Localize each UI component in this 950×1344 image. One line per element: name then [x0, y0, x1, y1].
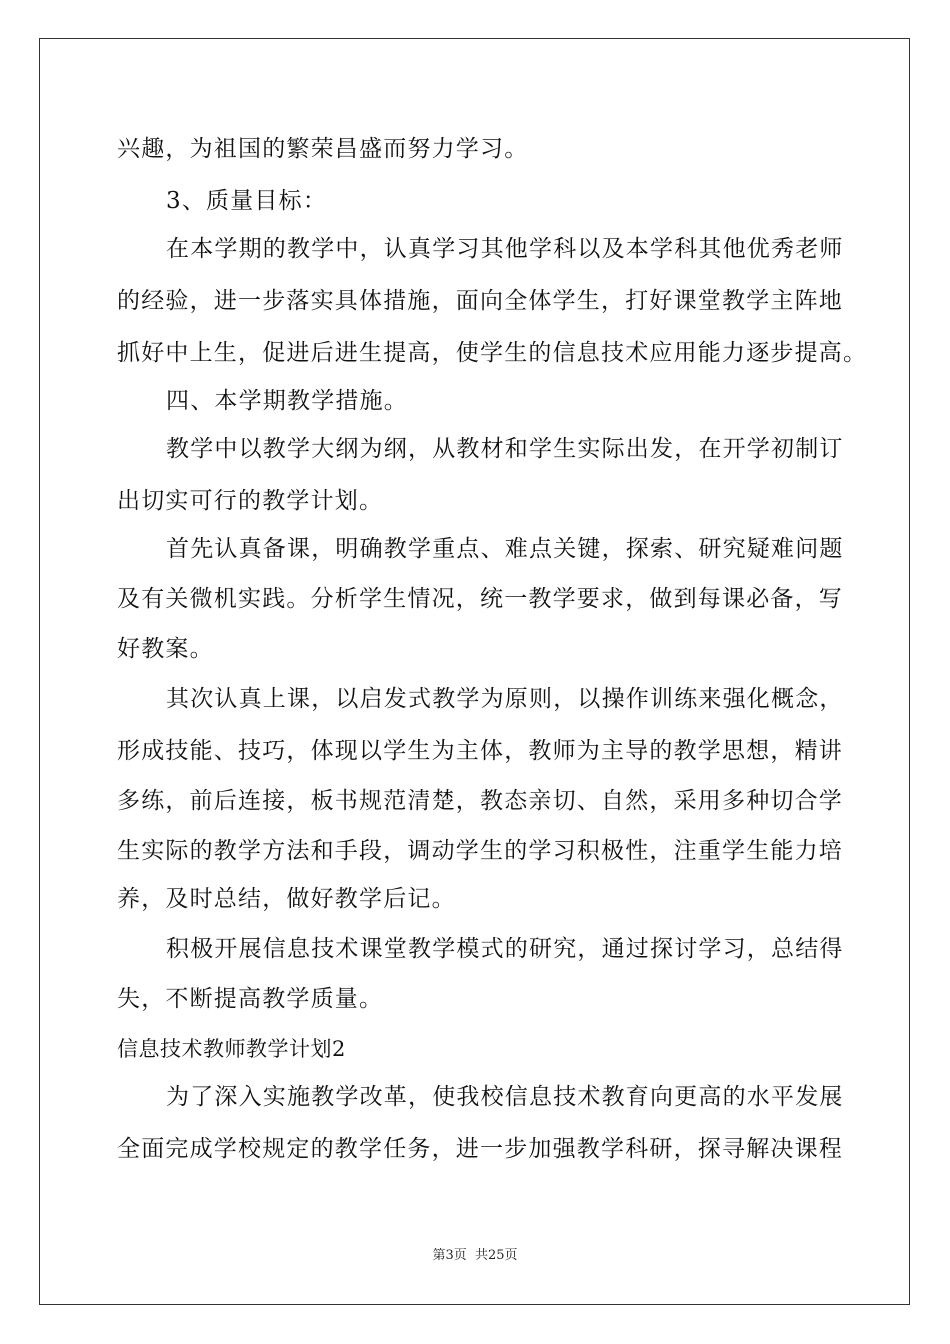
text-line: 好教案。: [117, 636, 214, 662]
text-line: 及有关微机实践。分析学生情况，统一教学要求，做到每课必备，写: [117, 586, 843, 612]
page-number: 第3页: [432, 1248, 467, 1263]
text-line: 其次认真上课，以启发式教学为原则，以操作训练来强化概念，: [166, 686, 844, 712]
text-line: 兴趣，为祖国的繁荣昌盛而努力学习。: [117, 136, 529, 162]
text-line: 抓好中上生，促进后进生提高，使学生的信息技术应用能力逐步提高。: [117, 340, 868, 366]
page-footer: [0, 1244, 950, 1263]
text-line: 的经验，进一步落实具体措施，面向全体学生，打好课堂教学主阵地: [117, 288, 843, 314]
page-border: [39, 38, 910, 1305]
section-heading-quality-goal: 3、质量目标：: [166, 188, 328, 214]
text-line: 出切实可行的教学计划。: [117, 488, 384, 514]
section-heading-measures: 四、本学期教学措施。: [166, 388, 408, 414]
page-total: 共25页: [474, 1248, 518, 1263]
text-line: 养，及时总结，做好教学后记。: [117, 886, 456, 912]
text-line: 在本学期的教学中，认真学习其他学科以及本学科其他优秀老师: [166, 236, 844, 262]
text-line: 多练，前后连接，板书规范清楚，教态亲切、自然，采用多种切合学: [117, 788, 843, 814]
text-line: 生实际的教学方法和手段，调动学生的学习积极性，注重学生能力培: [117, 838, 843, 864]
document-section-title: 信息技术教师教学计划2: [117, 1037, 346, 1061]
text-line: 形成技能、技巧，体现以学生为主体，教师为主导的教学思想，精讲: [117, 738, 843, 764]
text-line: 首先认真备课，明确教学重点、难点关键，探索、研究疑难问题: [166, 536, 844, 562]
text-line: 积极开展信息技术课堂教学模式的研究，通过探讨学习，总结得: [166, 936, 844, 962]
text-line: 教学中以教学大纲为纲，从教材和学生实际出发，在开学初制订: [166, 436, 844, 462]
text-line: 为了深入实施教学改革，使我校信息技术教育向更高的水平发展: [166, 1084, 844, 1110]
text-line: 全面完成学校规定的教学任务，进一步加强教学科研，探寻解决课程: [117, 1136, 843, 1162]
text-line: 失，不断提高教学质量。: [117, 986, 384, 1012]
